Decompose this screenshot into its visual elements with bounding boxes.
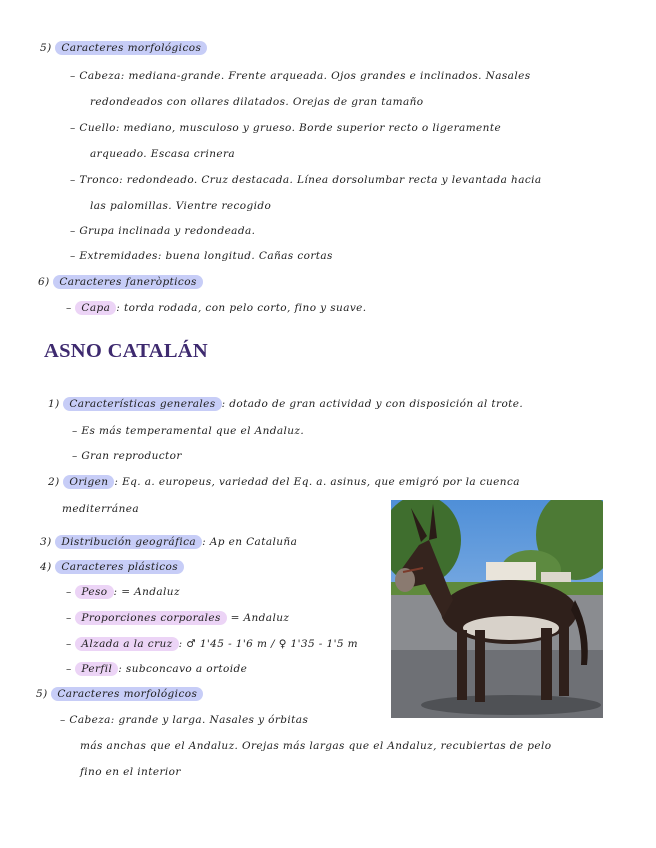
cabeza-bottom-cont2: fino en el interior bbox=[80, 766, 181, 778]
dist-title: 3) Distribución geográfica : Ap en Cataluña bbox=[40, 536, 298, 548]
bullet-tronco: – Tronco: redondeado. Cruz destacada. Línea dorsolumbar recta y levantada hacia bbox=[70, 174, 542, 186]
bullet-temp: – Es más temperamental que el Andaluz. bbox=[72, 425, 305, 437]
gen-title: 1) Características generales : dotado de gran actividad y con disposición al trote. bbox=[48, 398, 524, 410]
morph-title-top: 5) Caracteres morfológicos bbox=[40, 42, 207, 54]
bullet-cabeza-cont: redondeados con ollares dilatados. Orejas de gran tamaño bbox=[90, 96, 424, 108]
perfil-label: Perfil bbox=[75, 662, 118, 676]
bullet-repro: – Gran reproductor bbox=[72, 450, 182, 462]
faner-title-highlight: Caracteres faneròpticos bbox=[53, 275, 202, 289]
alzada-label: Alzada a la cruz bbox=[75, 637, 178, 651]
bullet-cuello: – Cuello: mediano, musculoso y grueso. Borde superior recto o ligeramente bbox=[70, 122, 502, 134]
morph-title-highlight: Caracteres morfológicos bbox=[55, 41, 207, 55]
capa-label: Capa bbox=[75, 301, 116, 315]
plast-title: 4) Caracteres plásticos bbox=[40, 561, 184, 573]
gen-title-highlight: Características generales bbox=[63, 397, 221, 411]
bullet-capa: – Capa : torda rodada, con pelo corto, fino y suave. bbox=[66, 302, 367, 314]
orig-title: 2) Origen : Eq. a. europeus, variedad del Eq. a. asinus, que emigró por la cuenca bbox=[48, 476, 520, 488]
orig-cont: mediterránea bbox=[62, 503, 140, 515]
bullet-prop: – Proporciones corporales = Andaluz bbox=[66, 612, 290, 624]
morph-title-bottom: 5) Caracteres morfológicos bbox=[36, 688, 203, 700]
bullet-alzada: – Alzada a la cruz : ♂ 1'45 - 1'6 m / ♀ 1'35 - 1'5 m bbox=[66, 638, 359, 650]
bullet-cabeza-bottom: – Cabeza: grande y larga. Nasales y órbitas bbox=[60, 714, 309, 726]
bullet-grupa: – Grupa inclinada y redondeada. bbox=[70, 225, 256, 237]
bullet-peso: – Peso : = Andaluz bbox=[66, 586, 180, 598]
page-title: ASNO CATALÁN bbox=[44, 340, 209, 362]
plast-title-highlight: Caracteres plásticos bbox=[55, 560, 184, 574]
dist-title-highlight: Distribución geográfica bbox=[55, 535, 202, 549]
faner-title-top: 6) Caracteres faneròpticos bbox=[38, 276, 203, 288]
orig-title-highlight: Origen bbox=[63, 475, 114, 489]
bullet-tronco-cont: las palomillas. Vientre recogido bbox=[90, 200, 272, 212]
cabeza-bottom-cont: más anchas que el Andaluz. Orejas más largas que el Andaluz, recubiertas de pelo bbox=[80, 740, 552, 752]
bullet-cabeza: – Cabeza: mediana-grande. Frente arqueada. Ojos grandes e inclinados. Nasales bbox=[70, 70, 531, 82]
bullet-perfil: – Perfil : subconcavo a ortoide bbox=[66, 663, 248, 675]
donkey-photo bbox=[391, 500, 603, 718]
peso-label: Peso bbox=[75, 585, 113, 599]
bullet-cuello-cont: arqueado. Escasa crinera bbox=[90, 148, 236, 160]
morph-title-bottom-highlight: Caracteres morfológicos bbox=[51, 687, 203, 701]
bullet-extremidades: – Extremidades: buena longitud. Cañas cortas bbox=[70, 250, 333, 262]
prop-label: Proporciones corporales bbox=[75, 611, 226, 625]
